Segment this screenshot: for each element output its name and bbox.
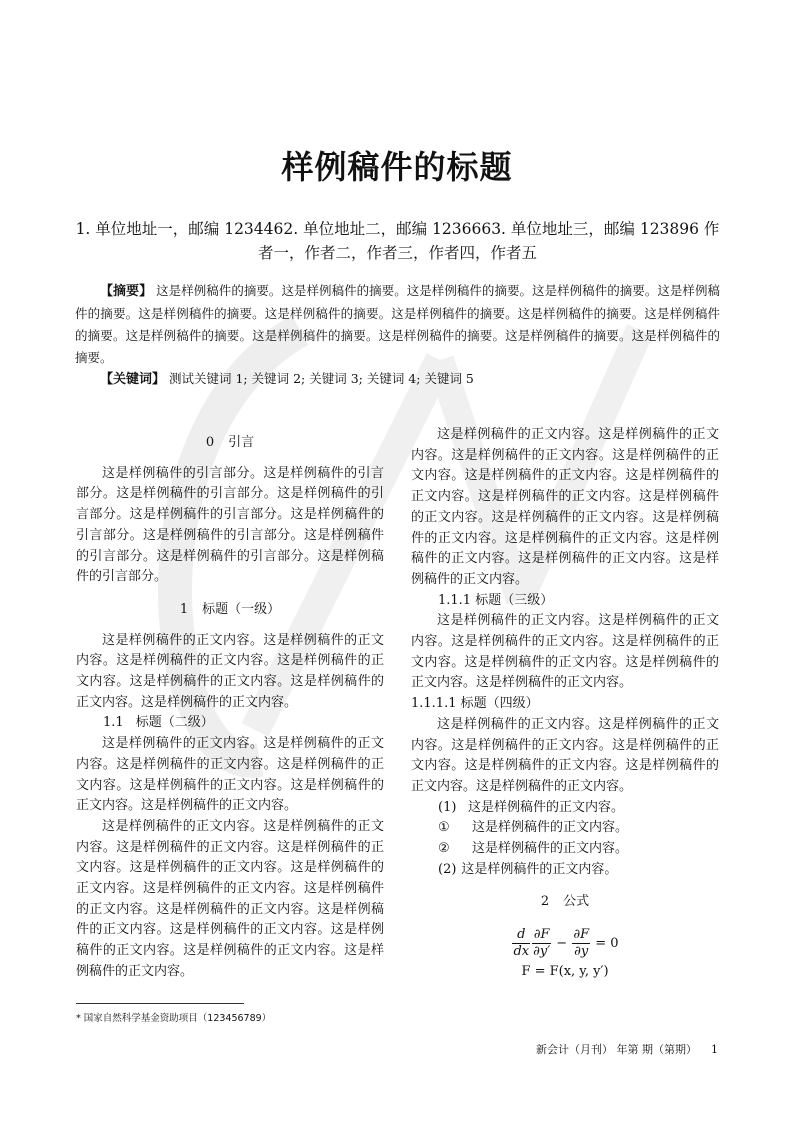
list-item: (2) 这是样例稿件的正文内容。 (411, 860, 719, 881)
keywords-label: 【关键词】 (100, 372, 166, 387)
minus-sign: − (556, 936, 568, 952)
fraction: $\frac{d}{dx}$ (513, 927, 530, 960)
left-column (76, 433, 384, 983)
subsection-1-1-1-1-paragraph: 这是样例稿件的正文内容。这是样例稿件的正文内容。这是样例稿件的正文内容。这是样例稿件的正文内容。这是样例稿件的正文内容。这是样例稿件的正文内容。这是样例稿件的正文内容。 (411, 716, 719, 794)
abstract-text: 这是样例稿件的摘要。这是样例稿件的摘要。这是样例稿件的摘要。这是样例稿件的摘要。这是样例稿件的摘要。这是样例稿件的摘要。这是样例稿件的摘要。这是样例稿件的摘要。这是样例稿件的摘要。这是样例稿件的摘要。这是样例稿件的摘要。这是样例稿件的摘要。这是样例稿件的摘要。这是样例稿件的摘要。这是样例稿件的摘要。 (75, 283, 720, 365)
fraction: $\frac{\partial F}{\partial y}$ (573, 927, 590, 960)
list-item: (1) 这是样例稿件的正文内容。 (411, 798, 719, 819)
authors-affiliations: 1. 单位地址一，邮编 1234462. 单位地址二，邮编 1236663. 单位地址三，邮编 123896 作者一，作者二，作者三，作者四，作者五 (75, 220, 720, 262)
footnote-divider (76, 1003, 244, 1004)
list-marker: ① (438, 820, 450, 836)
section-heading-1: 1 标题（一级） (179, 601, 281, 617)
page-number: 1 (711, 1043, 718, 1056)
running-footer (536, 1041, 718, 1057)
keywords-text: 测试关键词 1; 关键词 2; 关键词 3; 关键词 4; 关键词 5 (169, 371, 474, 386)
document-title: 样例稿件的标题 (281, 148, 513, 186)
equals-zero: = 0 (595, 936, 619, 952)
subsection-heading-1-1-1: 1.1.1 标题（三级） (438, 592, 554, 608)
section-heading-intro: 0 引言 (205, 435, 255, 450)
subsection-1-1-paragraph-3: 这是样例稿件的正文内容。这是样例稿件的正文内容。这是样例稿件的正文内容。这是样例稿件的正文内容。这是样例稿件的正文内容。这是样例稿件的正文内容。这是样例稿件的正文内容。这是样例稿件的正文内容。这是样例稿件的正文内容。这是样例稿件的正文内容。这是样例稿件的正文内容。这是样例稿件的正文内容。这是样例稿件的正文内容。这是样例稿件的正文内容。 (411, 427, 719, 587)
list-item: ② 这是样例稿件的正文内容。 (411, 839, 719, 860)
abstract-label: 【摘要】 (100, 284, 153, 299)
abstract (75, 280, 720, 369)
list-marker: (2) (438, 861, 457, 877)
subsection-heading-1-1: 1.1 标题（二级） (103, 715, 214, 731)
intro-paragraph: 这是样例稿件的引言部分。这是样例稿件的引言部分。这是样例稿件的引言部分。这是样例稿件的引言部分。这是样例稿件的引言部分。这是样例稿件的引言部分。这是样例稿件的引言部分。这是样例稿件的引言部分。这是样例稿件的引言部分。这是样例稿件的引言部分。 (76, 465, 384, 585)
journal-info: 新会计（月刊） 年第 期（第期） (536, 1043, 697, 1056)
subsection-heading-1-1-1-1: 1.1.1.1 标题（四级） (411, 696, 539, 712)
formula-euler-lagrange (411, 927, 719, 960)
footnote-funding: * 国家自然科学基金资助项目（123456789） (76, 1013, 272, 1024)
subsection-1-1-1-paragraph: 这是样例稿件的正文内容。这是样例稿件的正文内容。这是样例稿件的正文内容。这是样例稿件的正文内容。这是样例稿件的正文内容。这是样例稿件的正文内容。这是样例稿件的正文内容。 (411, 613, 719, 691)
list-marker: ② (438, 841, 450, 857)
right-column (411, 425, 719, 983)
list-marker: (1) (438, 799, 457, 815)
section-1-paragraph: 这是样例稿件的正文内容。这是样例稿件的正文内容。这是样例稿件的正文内容。这是样例稿件的正文内容。这是样例稿件的正文内容。这是样例稿件的正文内容。这是样例稿件的正文内容。 (76, 632, 384, 710)
list-item: ① 这是样例稿件的正文内容。 (411, 818, 719, 839)
keywords (75, 368, 720, 391)
fraction: $\frac{\partial F}{\partial y'}$ (533, 927, 551, 960)
formula-function-definition: F = F(x, y, y′) (521, 964, 609, 980)
subsection-1-1-paragraph-2: 这是样例稿件的正文内容。这是样例稿件的正文内容。这是样例稿件的正文内容。这是样例稿件的正文内容。这是样例稿件的正文内容。这是样例稿件的正文内容。这是样例稿件的正文内容。这是样例稿件的正文内容。这是样例稿件的正文内容。这是样例稿件的正文内容。这是样例稿件的正文内容。这是样例稿件的正文内容。这是样例稿件的正文内容。这是样例稿件的正文内容。 (76, 818, 384, 979)
section-heading-2: 2 公式 (540, 894, 590, 910)
subsection-1-1-paragraph-1: 这是样例稿件的正文内容。这是样例稿件的正文内容。这是样例稿件的正文内容。这是样例稿件的正文内容。这是样例稿件的正文内容。这是样例稿件的正文内容。这是样例稿件的正文内容。 (76, 736, 384, 814)
